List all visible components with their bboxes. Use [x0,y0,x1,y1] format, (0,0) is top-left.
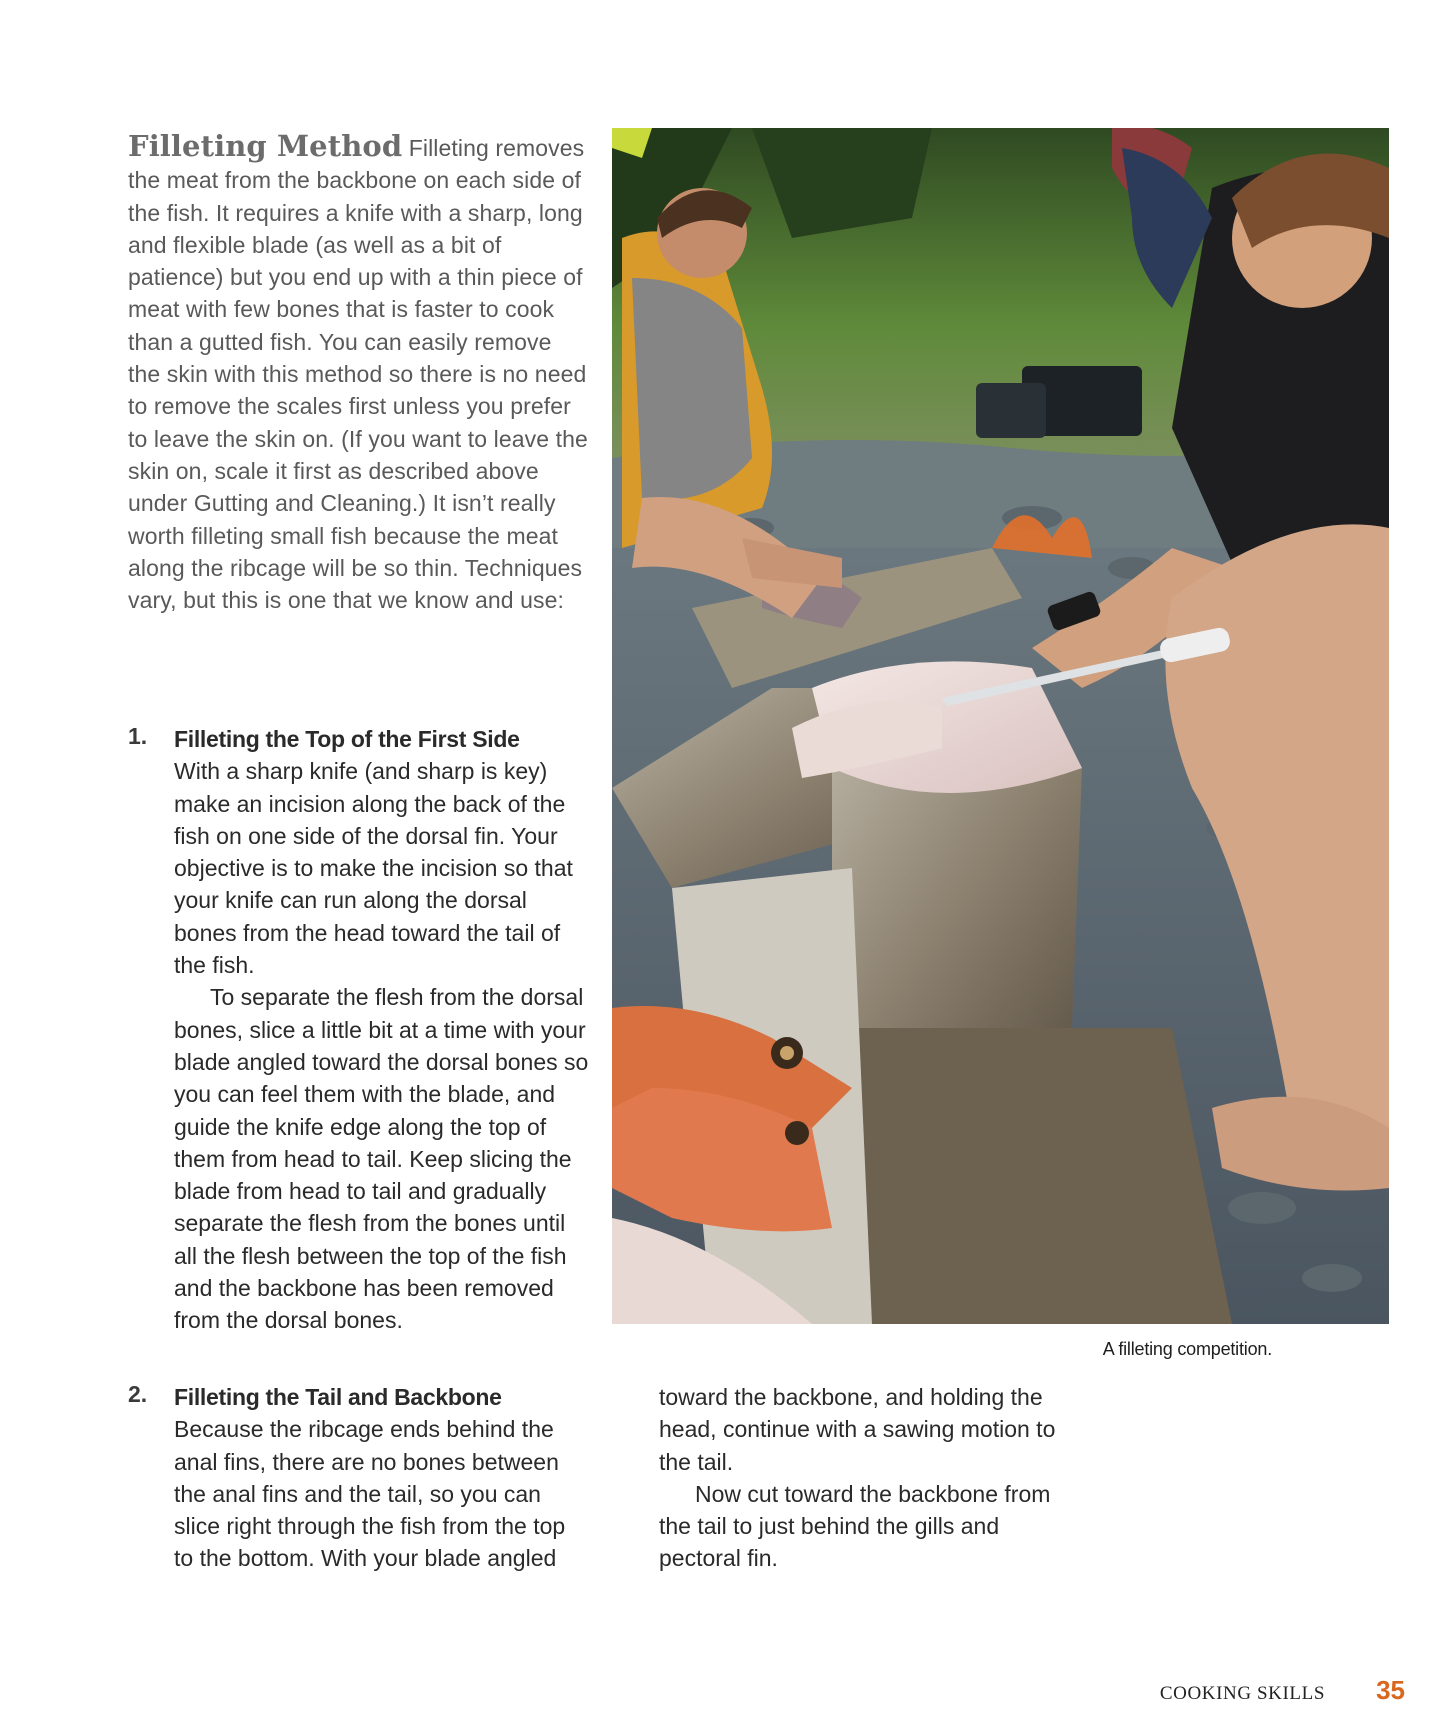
filleting-photo [612,128,1389,1324]
step-paragraph: toward the backbone, and holding the head, continue with a sawing motion to the tail. [659,1384,1056,1475]
step-paragraph: Because the ribcage ends behind the anal fins, there are no bones between the anal fins and the tail, so you can slice right through the fish from the top to the bottom. With your blade angled [174,1416,566,1572]
step-number: 1. [128,723,148,749]
running-footer: COOKING SKILLS [1159,1683,1325,1704]
step-title: Filleting the Tail and Backbone [174,1384,502,1410]
step-1 [174,723,590,1337]
step-paragraph: To separate the flesh from the dorsal bones, slice a little bit at a time with your blade angled toward the dorsal bones so you can feel them with the blade, and guide the knife edge along the top of them from head to tail. Keep slicing the blade from head to tail and gradually separate the flesh from the bones until all the flesh between the top of the fish and the backbone has been removed from the dorsal bones. [174,984,589,1334]
step-number: 2. [128,1381,148,1407]
step-paragraph: Now cut toward the backbone from the tail to just behind the gills and pectoral fin. [659,1480,1051,1572]
step-paragraph: With a sharp knife (and sharp is key) make an incision along the back of the fish on one side of the dorsal fin. Your objective is to make the incision so that your knife can run along the dorsal bones from the head toward the tail of the fish. [174,758,573,979]
step-2-continued [659,1381,1079,1575]
page-number: 35 [1376,1675,1405,1705]
step-2 [174,1381,590,1575]
photo-caption: A filleting competition. [1102,1339,1272,1359]
intro-paragraph [128,130,588,616]
section-heading: Filleting Method [128,129,403,163]
step-title: Filleting the Top of the First Side [174,726,520,752]
intro-text: Filleting removes the meat from the backbone on each side of the fish. It requires a knife with a sharp, long and flexible blade (as well as a bit of patience) but you end up with a thin piece of meat with few bones that is faster to cook than a gutted fish. You can easily remove the skin with this method so there is no need to remove the scales first unless you prefer to leave the skin on. (If you want to leave the skin on, scale it first as described above under Gutting and Cleaning.) It isn’t really worth filleting small fish because the meat along the ribcage will be so thin. Techniques vary, but this is one that we know and use: [128,135,588,614]
